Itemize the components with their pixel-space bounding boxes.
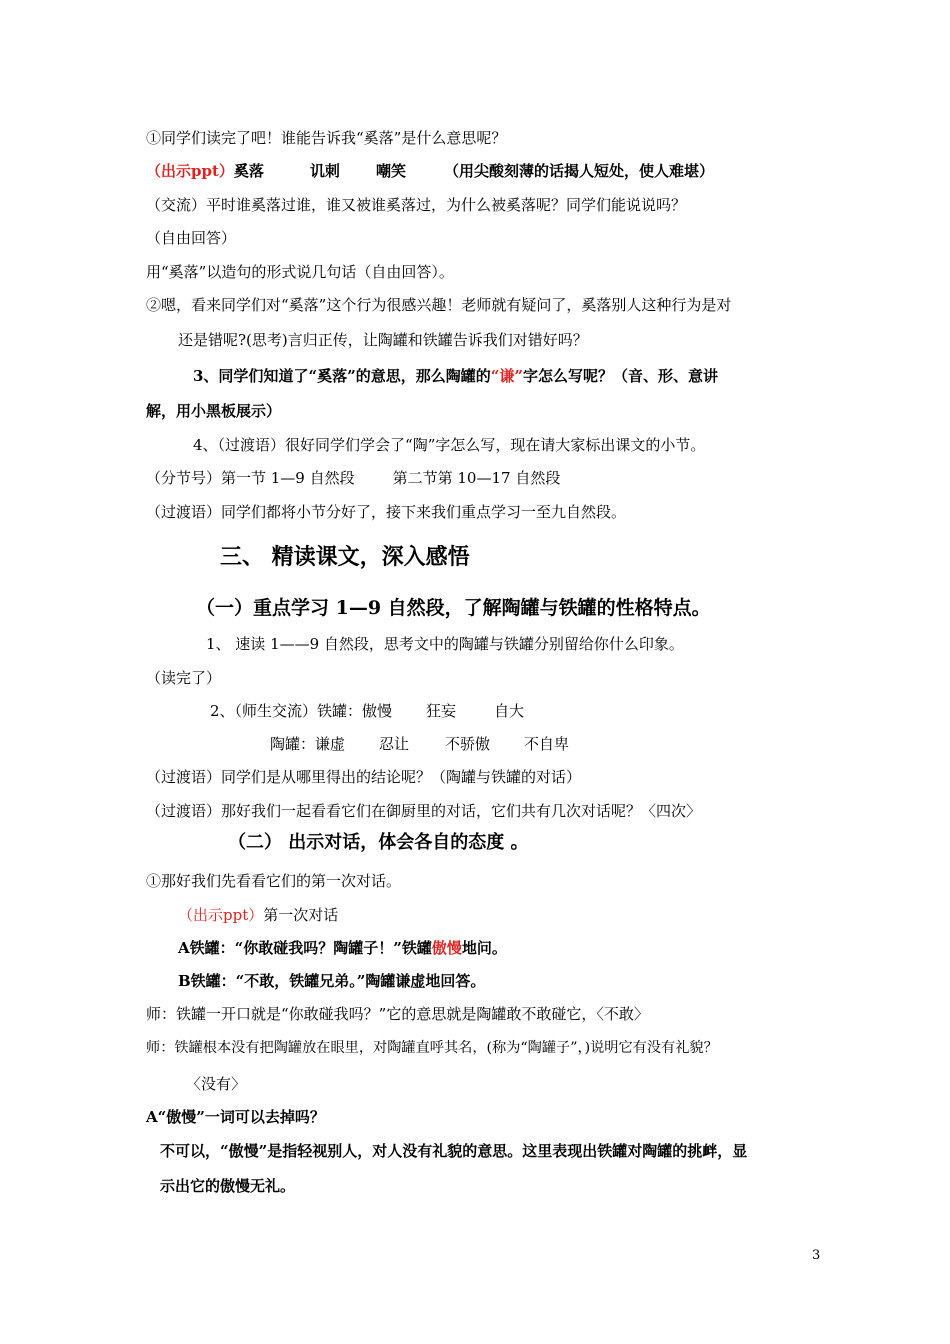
clay-pot-trait-2: 忍让 (379, 735, 410, 753)
paragraph-19: ①那好我们先看看它们的第一次对话。 (146, 872, 402, 890)
dialogue-a-end: 地问。 (461, 939, 507, 957)
paragraph-24: 师：铁罐根本没有把陶罐放在眼里，对陶罐直呼其名，(称为“陶罐子”，)说明它有没有礼貌？ (146, 1040, 718, 1056)
paragraph-23: 师：铁罐一开口就是“你敢碰我吗？”它的意思就是陶罐敢不敢碰它，〈不敢〉 (146, 1005, 649, 1023)
clay-pot-trait-1: 陶罐：谦虚 (270, 735, 346, 753)
paragraph-18: （过渡语）那好我们一起看看它们在御厨里的对话，它们共有几次对话呢？〈四次〉 (146, 802, 702, 820)
heading-subsection-2: （二） 出示对话，体会各自的态度 。 (228, 832, 529, 853)
paragraph-11 (146, 468, 560, 488)
paragraph-10: 4、（过渡语）很好同学们学会了“陶”字怎么写，现在请大家标出课文的小节。 (193, 436, 706, 454)
paragraph-27: 不可以，“傲慢”是指轻视别人，对人没有礼貌的意思。这里表现出铁罐对陶罐的挑衅，显 (160, 1142, 748, 1160)
iron-pot-trait-2: 狂妄 (426, 702, 457, 720)
clay-pot-trait-4: 不自卑 (524, 735, 570, 753)
iron-pot-trait-1: 2、（师生交流）铁罐：傲慢 (210, 702, 393, 720)
ppt-marker-2: （出示ppt） (178, 906, 264, 924)
paragraph-7: 还是错呢?(思考)言归正传，让陶罐和铁罐告诉我们对错好吗？ (178, 331, 588, 349)
paragraph-8-text-end: 字怎么写呢？（音、形、意讲 (522, 367, 718, 385)
section-one: （分节号）第一节 1—9 自然段 (146, 469, 355, 487)
dialogue-a (178, 938, 507, 958)
heading-section-3: 三、 精读课文，深入感悟 (220, 544, 470, 570)
paragraph-5: 用“奚落”以造句的形式说几句话（自由回答）。 (146, 263, 454, 281)
term-chaoxiao: 嘲笑 (375, 162, 406, 180)
paragraph-8-text: 3、同学们知道了“奚落”的意思，那么陶罐的 (193, 367, 491, 385)
paragraph-6: ②嗯，看来同学们对“奚落”这个行为很感兴趣！老师就有疑问了，奚落别人这种行为是对 (146, 296, 732, 314)
paragraph-17: （过渡语）同学们是从哪里得出的结论呢？（陶罐与铁罐的对话） (146, 768, 582, 786)
paragraph-20 (178, 905, 338, 925)
paragraph-3: （交流）平时谁奚落过谁，谁又被谁奚落过，为什么被奚落呢？同学们能说说吗？ (146, 196, 687, 214)
term-jici: 讥刺 (309, 162, 340, 180)
paragraph-8 (193, 366, 718, 386)
ppt-marker: （出示ppt） (146, 162, 234, 180)
paragraph-14: （读完了） (146, 669, 222, 687)
iron-pot-trait-3: 自大 (494, 702, 525, 720)
clay-pot-trait-3: 不骄傲 (445, 735, 491, 753)
dialogue-a-text: A铁罐：“你敢碰我吗？陶罐子！”铁罐 (178, 939, 432, 957)
paragraph-2 (146, 161, 714, 181)
paragraph-28: 示出它的傲慢无礼。 (160, 1177, 296, 1195)
heading-subsection-1: （一）重点学习 1—9 自然段，了解陶罐与铁罐的性格特点。 (196, 597, 711, 619)
paragraph-16 (270, 734, 569, 754)
paragraph-4: （自由回答） (146, 229, 237, 247)
paragraph-1: ①同学们读完了吧！谁能告诉我“奚落”是什么意思呢？ (146, 129, 507, 147)
page-number: 3 (812, 1248, 821, 1263)
section-two: 第二节第 10—17 自然段 (392, 469, 561, 487)
paragraph-15 (210, 701, 524, 721)
dialogue-title: 第一次对话 (263, 906, 339, 924)
term-xiluo: 奚落 (233, 162, 264, 180)
highlight-qian: “谦” (490, 367, 523, 385)
paragraph-25: 〈没有〉 (186, 1075, 247, 1093)
highlight-aoman: 傲慢 (431, 939, 462, 957)
paragraph-13: 1、 速读 1——9 自然段，思考文中的陶罐与铁罐分别留给你什么印象。 (206, 635, 684, 653)
dialogue-b: B铁罐：“不敢，铁罐兄弟。”陶罐谦虚地回答。 (178, 972, 486, 990)
paragraph-9: 解，用小黑板展示） (146, 402, 282, 420)
term-definition: （用尖酸刻薄的话揭人短处，使人难堪） (443, 162, 714, 180)
paragraph-12: （过渡语）同学们都将小节分好了，接下来我们重点学习一至九自然段。 (146, 503, 627, 521)
paragraph-26: A“傲慢”一词可以去掉吗？ (146, 1108, 325, 1126)
